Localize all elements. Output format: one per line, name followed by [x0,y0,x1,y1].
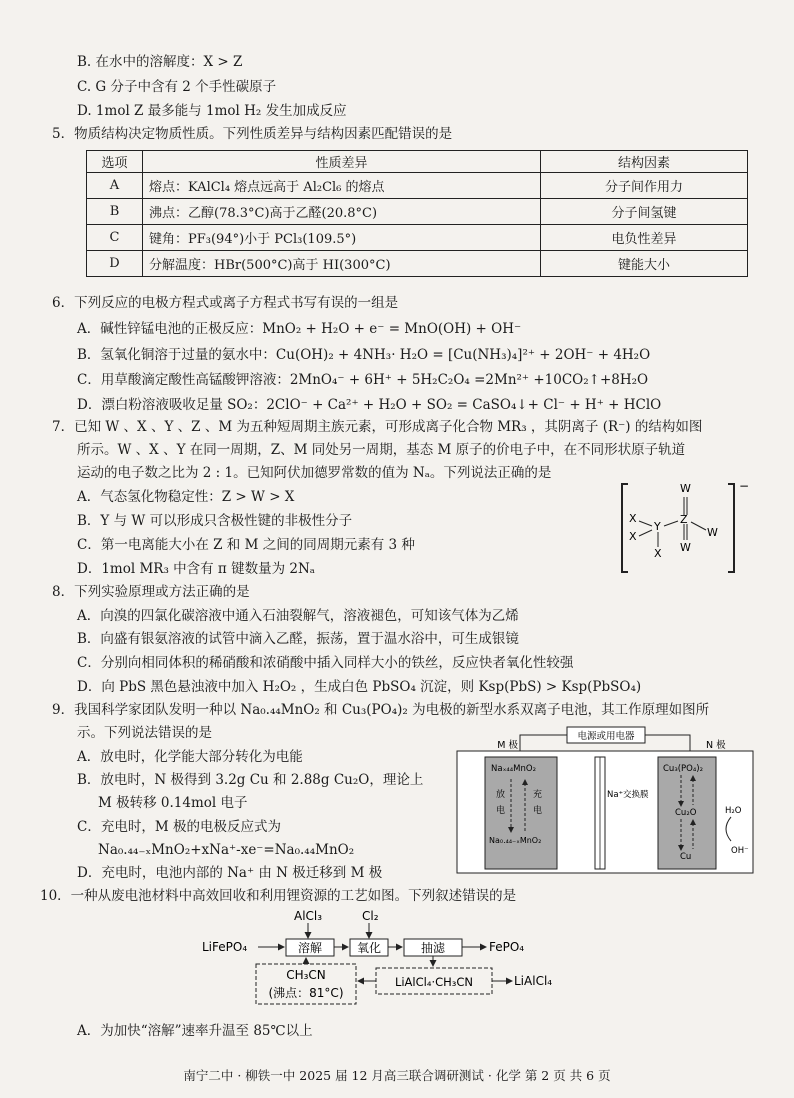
q4-option-c: C. G 分子中含有 2 个手性碳原子 [77,79,277,95]
atom-w: W [680,482,691,495]
row-property: 键角：PF₃(94°)小于 PCl₃(109.5°) [143,225,541,251]
atom-x: X [654,547,662,560]
q6-option-a: A．碱性锌锰电池的正极反应：MnO₂ + H₂O + e⁻ = MnO(OH) + OH⁻ [77,321,522,337]
charge-label-1: 充 [533,790,543,800]
atom-x: X [629,530,637,543]
q6-option-c: C．用草酸滴定酸性高锰酸钾溶液：2MnO₄⁻ + 6H⁺ + 5H₂C₂O₄ =2Mn²⁺ +10CO₂↑+8H₂O [77,372,649,388]
q4-option-d: D. 1mol Z 最多能与 1mol H₂ 发生加成反应 [77,103,347,119]
table-header-row [87,151,748,173]
table-row [87,173,748,199]
hydroxide-label: OH⁻ [731,846,749,856]
row-property: 沸点：乙醇(78.3°C)高于乙醛(20.8°C) [143,199,541,225]
step-dissolve-label: 溶解 [297,941,323,955]
reagent-alcl3: AlCl₃ [294,909,323,923]
q9-option-b-line1: B．放电时，N 极得到 3.2g Cu 和 2.88g Cu₂O，理论上 [77,772,424,788]
atom-y: Y [654,520,661,533]
solvent-bp: (沸点：81°C) [268,986,344,1000]
row-factor: 分子间氢键 [541,199,748,225]
feed-lifepo4: LiFePO₄ [202,940,248,954]
q5-stem: 5．物质结构决定物质性质。下列性质差异与结构因素匹配错误的是 [52,126,453,142]
header-factor: 结构因素 [541,151,748,173]
row-label: D [87,251,143,277]
page-footer: 南宁二中 · 柳铁一中 2025 届 12 月高三联合调研测试 · 化学 第 2 页 共 6 页 [183,1068,611,1083]
q7-option-b: B．Y 与 W 可以形成只含极性键的非极性分子 [77,513,353,529]
q6-option-b: B．氢氧化铜溶于过量的氨水中：Cu(OH)₂ + 4NH₃· H₂O = [Cu(NH₃)₄]²⁺ + 2OH⁻ + 4H₂O [77,347,651,363]
q7-stem-line2: 所示。W 、X 、Y 在同一周期，Z、M 同处另一周期，基态 M 原子的价电子中，在不同形状原子轨道 [77,442,686,458]
q4-option-b: B. 在水中的溶解度：X > Z [77,54,243,70]
solvent-label: CH₃CN [286,968,326,982]
q6-option-d: D．漂白粉溶液吸收足量 SO₂：2ClO⁻ + Ca²⁺ + H₂O + SO₂ = CaSO₄↓+ Cl⁻ + H⁺ + HClO [77,397,662,413]
q8-stem: 8．下列实验原理或方法正确的是 [52,584,250,600]
atom-z: Z [680,513,688,526]
complex-label: LiAlCl₄·CH₃CN [394,975,474,989]
battery-diagram [455,725,755,875]
n-electrode-label: N 极 [706,740,726,751]
process-flow-diagram [198,908,578,1008]
m-electrode-label: M 极 [497,740,518,751]
step-oxidize-label: 氧化 [356,941,382,955]
q6-stem: 6．下列反应的电极方程式或离子方程式书写有误的一组是 [52,295,399,311]
membrane-label: Na⁺交换膜 [607,790,649,800]
charge-minus: − [739,479,750,493]
row-label: B [87,199,143,225]
discharge-label-2: 电 [496,806,506,816]
atom-w: W [680,541,691,554]
row-label: C [87,225,143,251]
q7-option-a: A．气态氢化物稳定性：Z > W > X [77,489,295,505]
m-top-species: Naₓ₄₄MnO₂ [491,764,536,774]
anion-structure [618,478,748,578]
row-label: A [87,173,143,199]
row-property: 熔点：KAlCl₄ 熔点远高于 Al₂Cl₆ 的熔点 [143,173,541,199]
n-mid-species: Cu₂O [675,808,697,818]
row-factor: 键能大小 [541,251,748,277]
q9-option-d: D．充电时，电池内部的 Na⁺ 由 N 极迁移到 M 极 [77,865,383,881]
q5-table [86,150,748,277]
table-row [87,251,748,277]
charge-label-2: 电 [533,806,543,816]
q10-option-a: A．为加快“溶解”速率升温至 85℃以上 [77,1023,313,1039]
product-lialcl4: LiAlCl₄ [514,974,553,988]
q10-stem: 10．一种从废电池材料中高效回收和利用锂资源的工艺如图。下列叙述错误的是 [40,888,517,904]
row-factor: 分子间作用力 [541,173,748,199]
power-source-label: 电源或用电器 [577,731,635,742]
q9-option-b-line2: M 极转移 0.14mol 电子 [98,795,248,811]
q9-stem-line1: 9．我国科学家团队发明一种以 Na₀.₄₄MnO₂ 和 Cu₃(PO₄)₂ 为电极的新型水系双离子电池，其工作原理如图所 [52,702,710,718]
header-property: 性质差异 [143,151,541,173]
step-filter-label: 抽滤 [420,941,446,955]
water-label: H₂O [725,806,742,816]
q8-option-d: D．向 PbS 黑色悬浊液中加入 H₂O₂ ，生成白色 PbSO₄ 沉淀，则 Ksp(PbS) > Ksp(PbSO₄) [77,679,642,695]
q9-option-c-line2: Na₀.₄₄₋ₓMnO₂+xNa⁺-xe⁻=Na₀.₄₄MnO₂ [98,842,355,858]
m-bottom-species: Na₀.₄₄₋ₓMnO₂ [489,836,542,845]
q8-option-b: B．向盛有银氨溶液的试管中滴入乙醛，振荡，置于温水浴中，可生成银镜 [77,631,519,647]
discharge-label-1: 放 [496,790,506,800]
reagent-cl2: Cl₂ [362,909,379,923]
atom-w: W [707,526,718,539]
table-row [87,225,748,251]
q9-option-a: A．放电时，化学能大部分转化为电能 [77,749,303,765]
q7-option-d: D．1mol MR₃ 中含有 π 键数量为 2Nₐ [77,561,315,577]
q7-stem-line1: 7．已知 W 、X 、Y 、Z 、M 为五种短周期主族元素，可形成离子化合物 MR₃ ，其阴离子 (R⁻) 的结构如图 [52,419,703,435]
product-fepo4: FePO₄ [489,940,525,954]
q8-option-a: A．向溴的四氯化碳溶液中通入石油裂解气，溶液褪色，可知该气体为乙烯 [77,608,519,624]
row-property: 分解温度：HBr(500°C)高于 HI(300°C) [143,251,541,277]
row-factor: 电负性差异 [541,225,748,251]
header-option: 选项 [87,151,143,173]
q8-option-c: C．分别向相同体积的稀硝酸和浓硝酸中插入同样大小的铁丝，反应快者氧化性较强 [77,655,574,671]
atom-x: X [629,512,637,525]
n-top-species: Cu₃(PO₄)₂ [663,764,703,774]
n-bottom-species: Cu [680,852,692,862]
table-row [87,199,748,225]
q9-stem-line2: 示。下列说法错误的是 [77,725,212,741]
q7-option-c: C．第一电离能大小在 Z 和 M 之间的同周期元素有 3 种 [77,537,415,553]
q9-option-c-line1: C．充电时，M 极的电极反应式为 [77,819,281,835]
q7-stem-line3: 运动的电子数之比为 2 : 1。已知阿伏加德罗常数的值为 Nₐ。下列说法正确的是 [77,465,552,481]
